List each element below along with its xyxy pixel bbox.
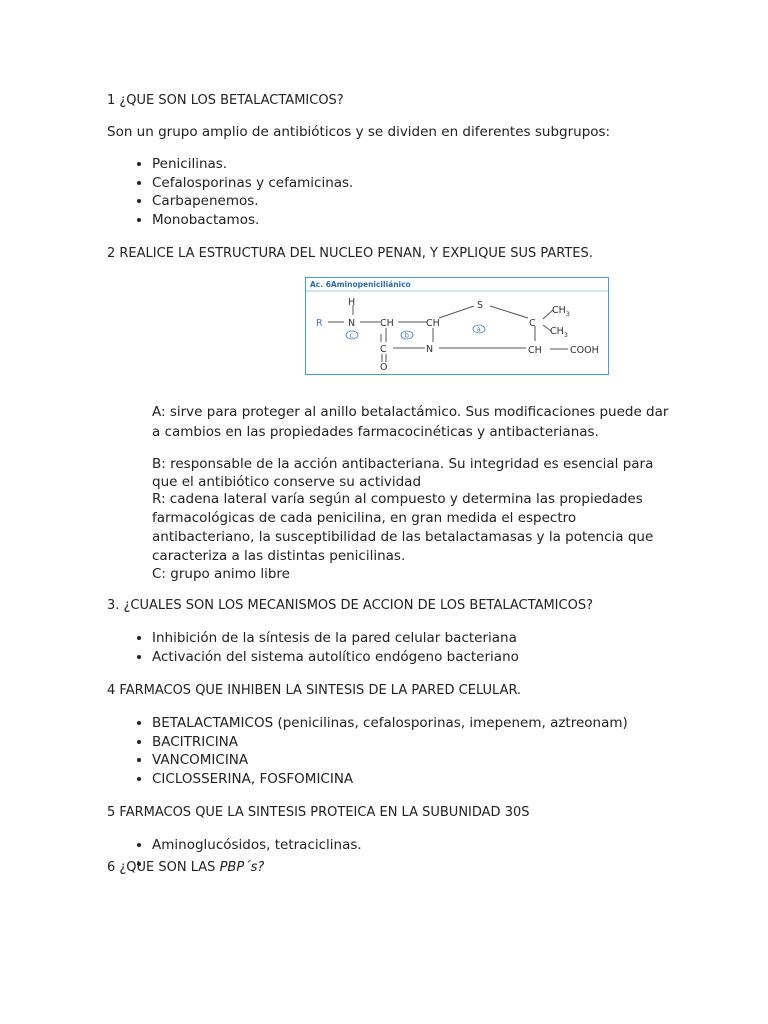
ring-label-c — [346, 331, 358, 340]
list-item: • BETALACTAMICOS (penicilinas, cefalosporinas, imepenem, aztreonam) — [152, 714, 628, 733]
atom-c: C — [380, 344, 387, 355]
list-item: • Carbapenemos. — [152, 192, 353, 211]
list-item: • Inhibición de la síntesis de la pared celular bacteriana — [152, 629, 519, 648]
list-item: • Activación del sistema autolítico endógeno bacteriano — [152, 648, 519, 667]
question-6: 6 ¿QUE SON LAS PBP´s? — [107, 860, 265, 875]
explanation-a: A: sirve para proteger al anillo betalactámico. Sus modificaciones puede dar a cambios en las propiedades farmacocinéticas y antibacterianas. — [152, 404, 669, 440]
question-5: 5 FARMACOS QUE LA SINTESIS PROTEICA EN LA SUBUNIDAD 30S — [107, 805, 530, 820]
atom-r: R — [316, 318, 323, 329]
atom-ch3: $CH_3$ — [550, 326, 568, 339]
list-item: • Monobactamos. — [152, 211, 353, 230]
atom-h: H — [348, 297, 356, 308]
atom-ch: CH — [528, 345, 542, 356]
list-item: • BACITRICINA — [152, 733, 628, 752]
intro-text: Son un grupo amplio de antibióticos y se dividen en diferentes subgrupos: — [107, 124, 611, 140]
explanation-b: B: responsable de la acción antibacteriana. Su integridad es esencial para que el antibiótico conserve su actividad — [152, 456, 654, 490]
list-item: • Aminoglucósidos, tetraciclinas. — [152, 836, 362, 855]
list-item: • VANCOMICINA — [152, 751, 628, 770]
atom-s: S — [477, 300, 484, 311]
explanation-r: R: cadena lateral varía según al compuesto y determina las propiedades farmacológicas de cada penicilina, en gran medida el espectro antibacteriano, la susceptibilidad de las betalactamasas y la potencia que caracteriza a las distintas penicilinas. — [152, 491, 654, 564]
svg-text:c: c — [349, 331, 354, 340]
explanation-c: C: grupo animo libre — [152, 566, 290, 582]
figure-title: Ac. 6Aminopeniciliánico — [310, 280, 411, 289]
atom-c: C — [529, 318, 536, 329]
atom-o: O — [380, 362, 388, 373]
ring-label-a — [473, 325, 485, 334]
list-item: • CICLOSSERINA, FOSFOMICINA — [152, 770, 628, 789]
question-3: 3. ¿CUALES SON LOS MECANISMOS DE ACCION DE LOS BETALACTAMICOS? — [107, 598, 593, 613]
ring-label-b — [401, 331, 413, 340]
subgroups-list — [130, 155, 353, 229]
atom-n: N — [348, 318, 356, 329]
atom-cooh: COOH — [570, 345, 599, 356]
atom-n: N — [426, 344, 434, 355]
atom-ch: CH — [426, 318, 440, 329]
penam-structure-figure — [305, 277, 609, 375]
question-2: 2 REALICE LA ESTRUCTURA DEL NUCLEO PENAN, Y EXPLIQUE SUS PARTES. — [107, 246, 593, 261]
atom-ch: CH — [380, 318, 394, 329]
svg-text:b: b — [404, 331, 409, 340]
list-item: • Penicilinas. — [152, 155, 353, 174]
cellwall-drugs-list — [130, 714, 628, 788]
question-1: 1 ¿QUE SON LOS BETALACTAMICOS? — [107, 93, 344, 108]
question-4: 4 FARMACOS QUE INHIBEN LA SINTESIS DE LA PARED CELULAR. — [107, 683, 522, 698]
svg-text:a: a — [476, 325, 481, 334]
atom-ch3: $CH_3$ — [552, 305, 570, 318]
list-item: • Cefalosporinas y cefamicinas. — [152, 174, 353, 193]
mechanisms-list — [130, 629, 519, 666]
